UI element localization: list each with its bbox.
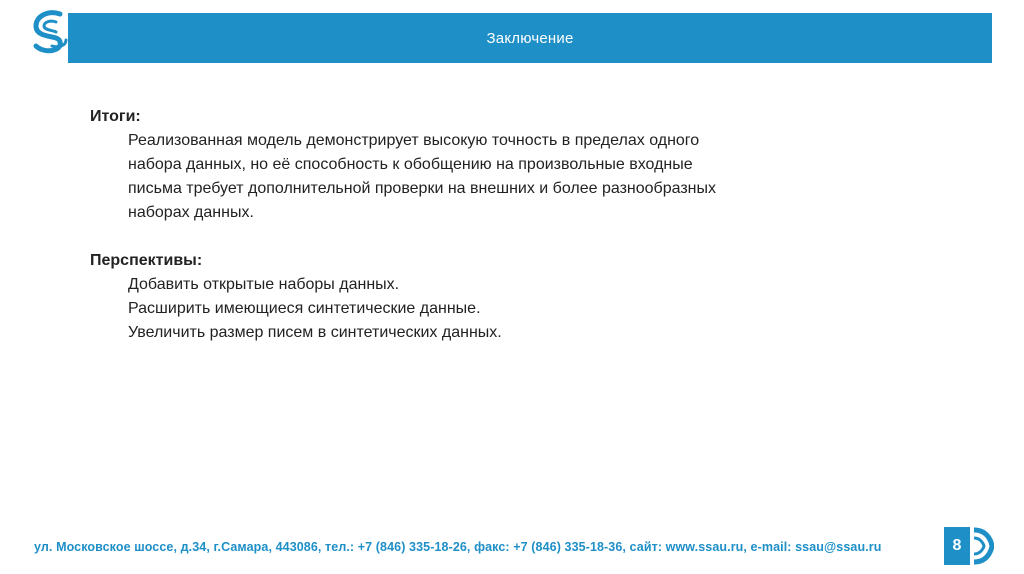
university-logo-icon — [30, 8, 72, 60]
summary-line: набора данных, но её способность к обобщению на произвольные входные — [128, 156, 693, 173]
footer-contact: ул. Московское шоссе, д.34, г.Самара, 443086, тел.: +7 (846) 335-18-26, факс: +7 (846) 335-18-36, сайт: www.ssau.ru, e-mail: ssau@ssau.ru — [34, 540, 882, 554]
summary-line: письма требует дополнительной проверки на внешних и более разнообразных — [128, 180, 716, 197]
slide-content — [90, 105, 850, 345]
slide-title: Заключение — [486, 29, 574, 47]
prospects-item: Увеличить размер писем в синтетических данных. — [128, 324, 502, 341]
title-bar — [68, 13, 992, 63]
prospects-item: Расширить имеющиеся синтетические данные. — [128, 300, 481, 317]
prospects-item: Добавить открытые наборы данных. — [128, 276, 400, 293]
page-arc-icon — [970, 526, 994, 566]
summary-heading: Итоги: — [90, 108, 141, 125]
summary-line: Реализованная модель демонстрирует высокую точность в пределах одного — [128, 132, 700, 149]
page-number: 8 — [944, 527, 970, 565]
section-spacer — [90, 225, 850, 249]
summary-line: наборах данных. — [128, 204, 254, 221]
prospects-heading: Перспективы: — [90, 252, 203, 269]
